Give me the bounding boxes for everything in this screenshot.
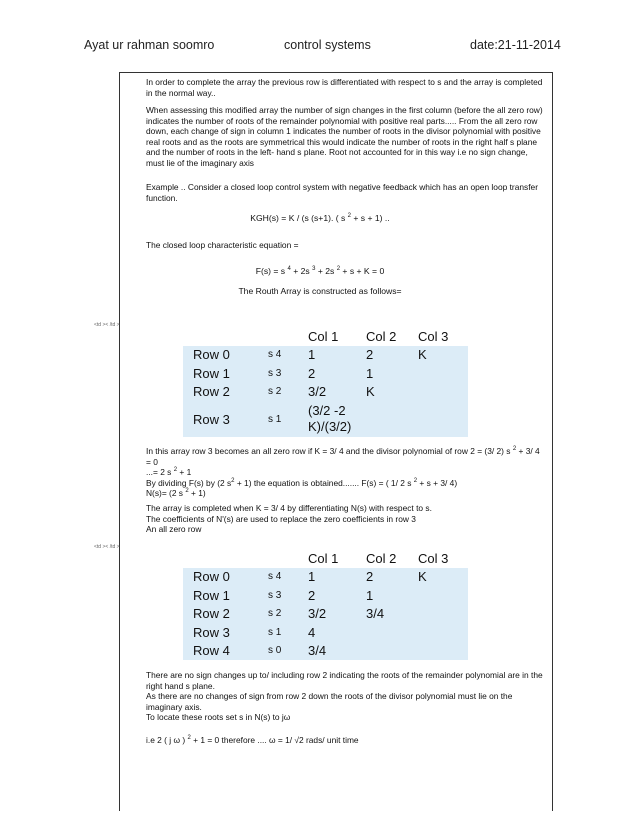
row-label: Row 2: [183, 383, 258, 402]
paragraph-line: [146, 446, 544, 467]
row-power: s 4: [258, 346, 308, 365]
table-header-col1: Col 1: [308, 327, 366, 346]
exponent: 2: [185, 488, 189, 495]
equation-exponent: 2: [336, 266, 341, 273]
cell-col3: K: [418, 346, 468, 365]
exponent: 2: [173, 467, 178, 474]
paragraph-omega: [146, 735, 544, 746]
row-label: Row 0: [183, 568, 258, 587]
cell-col2: K: [366, 383, 418, 402]
text-part: i.e 2 ( j ω ): [146, 735, 188, 745]
cell-col3: [418, 383, 468, 402]
exponent: 2: [231, 477, 235, 484]
cell-col1: 1: [308, 568, 366, 587]
header-author: Ayat ur rahman soomro: [84, 38, 215, 52]
header-date: date:21-11-2014: [470, 38, 561, 52]
row-label: Row 2: [183, 605, 258, 624]
row-power: s 4: [258, 568, 308, 587]
text-part: By dividing F(s) by (2 s: [146, 477, 232, 488]
equation-exponent: 2: [347, 213, 352, 220]
text-part: + 1) the equation is obtained....... F(s) = ( 1/ 2 s: [234, 477, 414, 488]
cell-col1: 3/4: [308, 642, 366, 661]
cell-col1: 4: [308, 623, 366, 642]
cell-col1: 2: [308, 364, 366, 383]
row-power: s 0: [258, 642, 308, 661]
routh-intro: The Routh Array is constructed as follows=: [238, 286, 402, 296]
paragraph-completion: [146, 503, 544, 535]
cell-col2: 1: [366, 586, 418, 605]
exponent: 2: [413, 477, 418, 484]
row-power: s 3: [258, 364, 308, 383]
cell-col3: [418, 642, 468, 661]
text-part: + 1 = 0 therefore .... ω = 1/ √2 rads/ unit time: [190, 735, 359, 745]
equation-open-loop: [230, 213, 410, 223]
cell-col2: 2: [366, 346, 418, 365]
paragraph-text: In order to complete the array the previous row is differentiated with respect to s and the array is completed in the normal way..: [146, 77, 543, 98]
table-row: [183, 605, 468, 624]
html-marker: <td >< /td >: [94, 544, 120, 550]
equation-characteristic: [225, 266, 415, 276]
paragraph-line: [146, 478, 544, 489]
table-header-cell: [258, 549, 308, 568]
row-power: s 2: [258, 383, 308, 402]
equation-part: F(s) = s: [255, 266, 288, 276]
table-header-col2: Col 2: [366, 549, 418, 568]
paragraph-text: Example .. Consider a closed loop control system with negative feedback which has an open loop transfer function.: [146, 182, 538, 203]
cell-col3: [418, 623, 468, 642]
cell-col3: [418, 586, 468, 605]
text-part: ...= 2 s: [146, 467, 174, 478]
paragraph-row3-zero: [146, 446, 544, 499]
paragraph-text: An all zero row: [146, 524, 202, 535]
table-row: [183, 568, 468, 587]
equation-part: + 2s: [290, 266, 313, 276]
paragraph-text: The closed loop characteristic equation =: [146, 240, 299, 250]
row-label: Row 0: [183, 346, 258, 365]
routh-table-2: [183, 549, 468, 660]
table-header-row: [183, 327, 468, 346]
text-part: + 1: [177, 467, 192, 478]
equation-part: + 2s: [315, 266, 337, 276]
row-label: Row 1: [183, 586, 258, 605]
cell-col3: [418, 605, 468, 624]
cell-col1: (3/2 -2 K)/(3/2): [308, 401, 366, 437]
paragraph-text: There are no sign changes up to/ including row 2 indicating the roots of the remainder polynomial are in the right hand s plane.: [146, 670, 543, 691]
header-subject: control systems: [284, 38, 371, 52]
paragraph-assessing: [146, 105, 544, 169]
row-label: Row 3: [183, 623, 258, 642]
cell-col3: [418, 401, 468, 437]
row-label: Row 1: [183, 364, 258, 383]
paragraph-conclusion: [146, 670, 544, 723]
row-power: s 2: [258, 605, 308, 624]
table-header-col1: Col 1: [308, 549, 366, 568]
text-part: In this array row 3 becomes an all zero row if K = 3/ 4 and the divisor polynomial of row 2 = (3/ 2) s: [146, 446, 513, 456]
table-header-row: [183, 549, 468, 568]
exponent: 2: [187, 735, 191, 742]
paragraph-line: [146, 735, 544, 746]
table-header-cell: [183, 327, 258, 346]
paragraph-text: As there are no changes of sign from row 2 down the roots of the divisor polynomial must lie on the imaginary axis.: [146, 691, 513, 712]
paragraph-text: To locate these roots set s in N(s) to jω: [146, 712, 291, 723]
paragraph-example: [146, 182, 544, 203]
equation-part: + s + 1) ..: [351, 213, 390, 223]
cell-col3: [418, 364, 468, 383]
table-row: [183, 346, 468, 365]
table-header-col2: Col 2: [366, 327, 418, 346]
routh-table-1: [183, 327, 468, 437]
table-header-cell: [258, 327, 308, 346]
row-power: s 3: [258, 586, 308, 605]
paragraph-line: [146, 488, 544, 499]
cell-col2: 3/4: [366, 605, 418, 624]
table-header-col3: Col 3: [418, 327, 468, 346]
cell-col1: 3/2: [308, 383, 366, 402]
table-row: [183, 364, 468, 383]
equation-part: KGH(s) = K / (s (s+1). ( s: [250, 213, 348, 223]
table-header-col3: Col 3: [418, 549, 468, 568]
paragraph-line: [146, 467, 544, 478]
row-label: Row 3: [183, 401, 258, 437]
cell-col2: [366, 642, 418, 661]
paragraph-text: The coefficients of N'(s) are used to replace the zero coefficients in row 3: [146, 513, 416, 524]
row-power: s 1: [258, 401, 308, 437]
table-row: [183, 586, 468, 605]
equation-part: + s + K = 0: [340, 266, 385, 276]
table-row: [183, 383, 468, 402]
paragraph-characteristic: [146, 240, 544, 251]
paragraph-text: The array is completed when K = 3/ 4 by differentiating N(s) with respect to s.: [146, 503, 432, 513]
html-marker: <td >< /td >: [94, 322, 120, 328]
cell-col2: [366, 623, 418, 642]
table-row: [183, 623, 468, 642]
cell-col2: 1: [366, 364, 418, 383]
text-part: + 3/ 4 = 0: [146, 446, 540, 467]
text-part: + 1): [188, 488, 206, 499]
cell-col1: 2: [308, 586, 366, 605]
cell-col1: 3/2: [308, 605, 366, 624]
table-row: [183, 642, 468, 661]
row-label: Row 4: [183, 642, 258, 661]
paragraph-text: When assessing this modified array the number of sign changes in the first column (before the all zero row) indicates the number of roots of the remainder polynomial with positive real parts..... From the all zero row down, each change of sign in column 1 indicates the number of roots in the divisor polynomial with positive real roots and as the roots are symmetrical this would indicate the number of roots in the right half s plane and the number of roots in the left- hand s plane. Root not accounted for in this way i.e no sign change, must lie of the imaginary axis: [146, 105, 543, 168]
cell-col2: 2: [366, 568, 418, 587]
text-part: N(s)= (2 s: [146, 488, 186, 499]
table-header-cell: [183, 549, 258, 568]
table-row: [183, 401, 468, 437]
cell-col2: [366, 401, 418, 437]
exponent: 2: [512, 446, 517, 453]
cell-col3: K: [418, 568, 468, 587]
equation-exponent: 4: [287, 266, 291, 273]
equation-exponent: 3: [312, 266, 316, 273]
cell-col1: 1: [308, 346, 366, 365]
text-part: + s + 3/ 4): [417, 477, 458, 488]
row-power: s 1: [258, 623, 308, 642]
paragraph-complete-array: [146, 77, 544, 98]
